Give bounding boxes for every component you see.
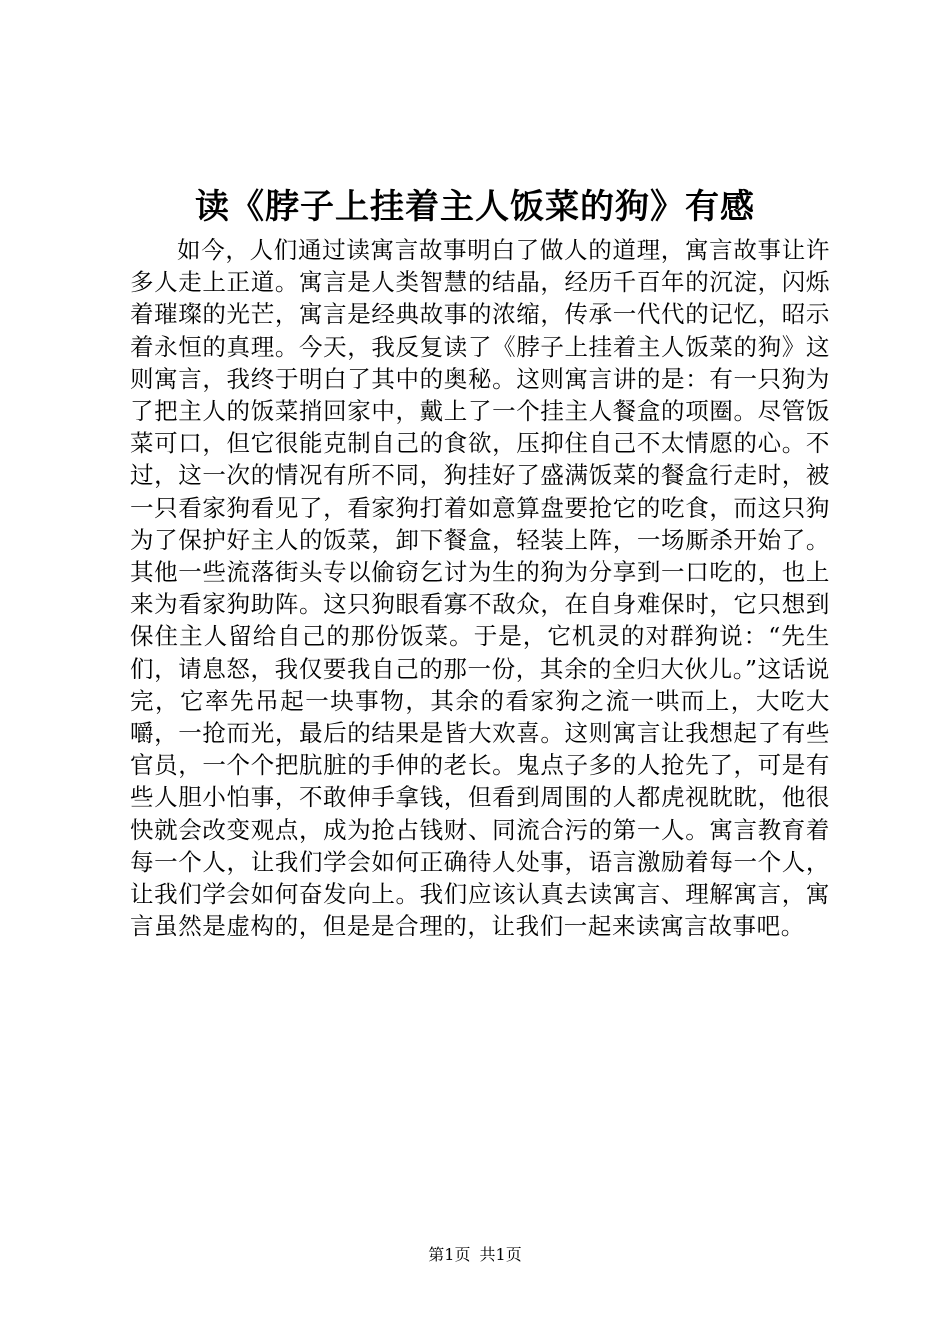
page-number: 第1页 [428,1245,471,1264]
document-body-paragraph: 如今，人们通过读寓言故事明白了做人的道理，寓言故事让许多人走上正道。寓言是人类智慧的结晶，经历千百年的沉淀，闪烁着璀璨的光芒，寓言是经典故事的浓缩，传承一代代的记忆，昭示着永恒的真理。今天，我反复读了《脖子上挂着主人饭菜的狗》这则寓言，我终于明白了其中的奥秘。这则寓言讲的是：有一只狗为了把主人的饭菜捎回家中，戴上了一个挂主人餐盒的项圈。尽管饭菜可口，但它很能克制自己的食欲，压抑住自己不太情愿的心。不过，这一次的情况有所不同，狗挂好了盛满饭菜的餐盒行走时，被一只看家狗看见了，看家狗打着如意算盘要抢它的吃食，而这只狗为了保护好主人的饭菜，卸下餐盒，轻装上阵，一场厮杀开始了。其他一些流落街头专以偷窃乞讨为生的狗为分享到一口吃的，也上来为看家狗助阵。这只狗眼看寡不敌众，在自身难保时，它只想到保住主人留给自己的那份饭菜。于是，它机灵的对群狗说：“先生们，请息怒，我仅要我自己的那一份，其余的全归大伙儿。”这话说完，它率先吊起一块事物，其余的看家狗之流一哄而上，大吃大嚼，一抢而光，最后的结果是皆大欢喜。这则寓言让我想起了有些官员，一个个把肮脏的手伸的老长。鬼点子多的人抢先了，可是有些人胆小怕事，不敢伸手拿钱，但看到周围的人都虎视眈眈，他很快就会改变观点，成为抢占钱财、同流合污的第一人。寓言教育着每一个人，让我们学会如何正确待人处事，语言激励着每一个人，让我们学会如何奋发向上。我们应该认真去读寓言、理解寓言，寓言虽然是虚构的，但是是合理的，让我们一起来读寓言故事吧。 [130,236,830,941]
page-footer [0,1244,950,1266]
page-total: 共1页 [479,1245,522,1264]
document-title: 读《脖子上挂着主人饭菜的狗》有感 [195,187,755,227]
